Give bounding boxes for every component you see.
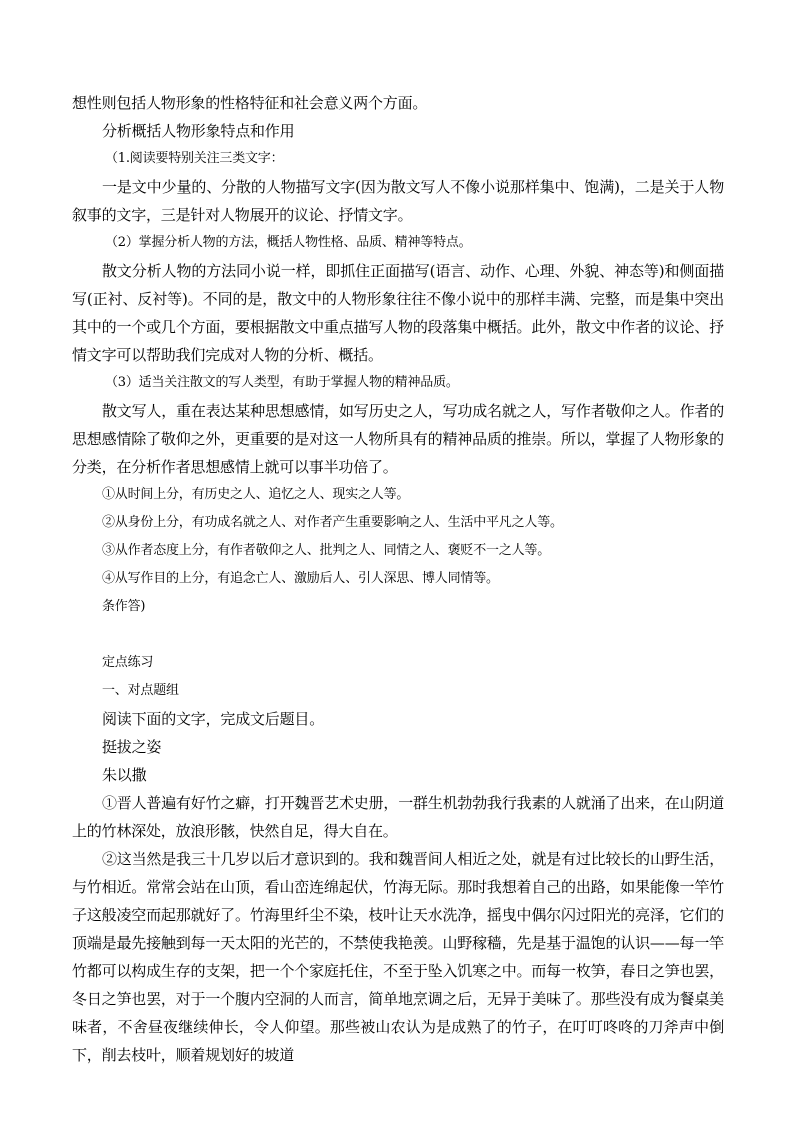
text-line: （1.阅读要特别关注三类文字： bbox=[105, 151, 284, 166]
list-item: ④从写作目的上分，有追念亡人、激励后人、引人深思、博人同情等。 bbox=[102, 571, 499, 586]
text-line: 条作答) bbox=[102, 599, 146, 614]
subsection-heading: 一、对点题组 bbox=[102, 683, 179, 698]
paragraph: 散文写人，重在表达某种思想感情，如写历史之人，写功成名就之人，写作者敬仰之人。作者的思想感情除了敬仰之外，更重要的是对这一人物所具有的精神品质的推崇。所以，掌握了人物形象的分类，在分析作者思想感情上就可以事半功倍了。 bbox=[72, 402, 724, 476]
article-author: 朱以撒 bbox=[102, 766, 147, 784]
list-item: ②从身份上分，有功成名就之人、对作者产生重要影响之人、生活中平凡之人等。 bbox=[102, 515, 563, 530]
text-line: （2）掌握分析人物的方法，概括人物性格、品质、精神等特点。 bbox=[105, 235, 472, 250]
document-body bbox=[72, 89, 724, 1069]
section-heading: 定点练习 bbox=[102, 655, 154, 670]
blank-line bbox=[72, 621, 724, 649]
paragraph: 一是文中少量的、分散的人物描写文字(因为散文写人不像小说那样集中、饱满)，二是关于人物叙事的文字，三是针对人物展开的议论、抒情文字。 bbox=[72, 178, 724, 224]
text-line: 想性则包括人物形象的性格特征和社会意义两个方面。 bbox=[72, 94, 428, 112]
paragraph: ②这当然是我三十几岁以后才意识到的。我和魏晋间人相近之处，就是有过比较长的山野生活，与竹相近。常常会站在山顶，看山峦连绵起伏，竹海无际。那时我想着自己的出路，如果能像一竿竹子这般凌空而起那就好了。竹海里纤尘不染，枝叶让天水洗净，摇曳中偶尔闪过阳光的亮泽，它们的顶端是最先接触到每一天太阳的光芒的，不禁使我艳羡。山野稼穑，先是基于温饱的认识——每一竿竹都可以构成生存的支架，把一个个家庭托住，不至于坠入饥寒之中。而每一枚笋，春日之笋也罢，冬日之笋也罢，对于一个腹内空洞的人而言，简单地烹调之后，无异于美味了。那些没有成为餐桌美味者，不舍昼夜继续伸长，令人仰望。那些被山农认为是成熟了的竹子，在叮叮咚咚的刀斧声中倒下，削去枝叶，顺着规划好的坡道 bbox=[72, 850, 724, 1064]
list-item: ③从作者态度上分，有作者敬仰之人、批判之人、同情之人、褒贬不一之人等。 bbox=[102, 543, 551, 558]
instruction-text: 阅读下面的文字，完成文后题目。 bbox=[102, 710, 325, 728]
list-item: ①从时间上分，有历史之人、追忆之人、现实之人等。 bbox=[102, 487, 410, 502]
text-line: （3）适当关注散文的写人类型，有助于掌握人物的精神品质。 bbox=[105, 375, 459, 390]
article-title: 挺拔之姿 bbox=[102, 738, 162, 756]
section-heading: 分析概括人物形象特点和作用 bbox=[102, 122, 295, 140]
paragraph: ①晋人普遍有好竹之癖，打开魏晋艺术史册，一群生机勃勃我行我素的人就涌了出来，在山阴道上的竹林深处，放浪形骸，快然自足，得大自在。 bbox=[72, 794, 724, 840]
paragraph: 散文分析人物的方法同小说一样，即抓住正面描写(语言、动作、心理、外貌、神态等)和侧面描写(正衬、反衬等)。不同的是，散文中的人物形象往往不像小说中的那样丰满、完整，而是集中突出其中的一个或几个方面，要根据散文中重点描写人物的段落集中概括。此外，散文中作者的议论、抒情文字可以帮助我们完成对人物的分析、概括。 bbox=[72, 262, 724, 364]
